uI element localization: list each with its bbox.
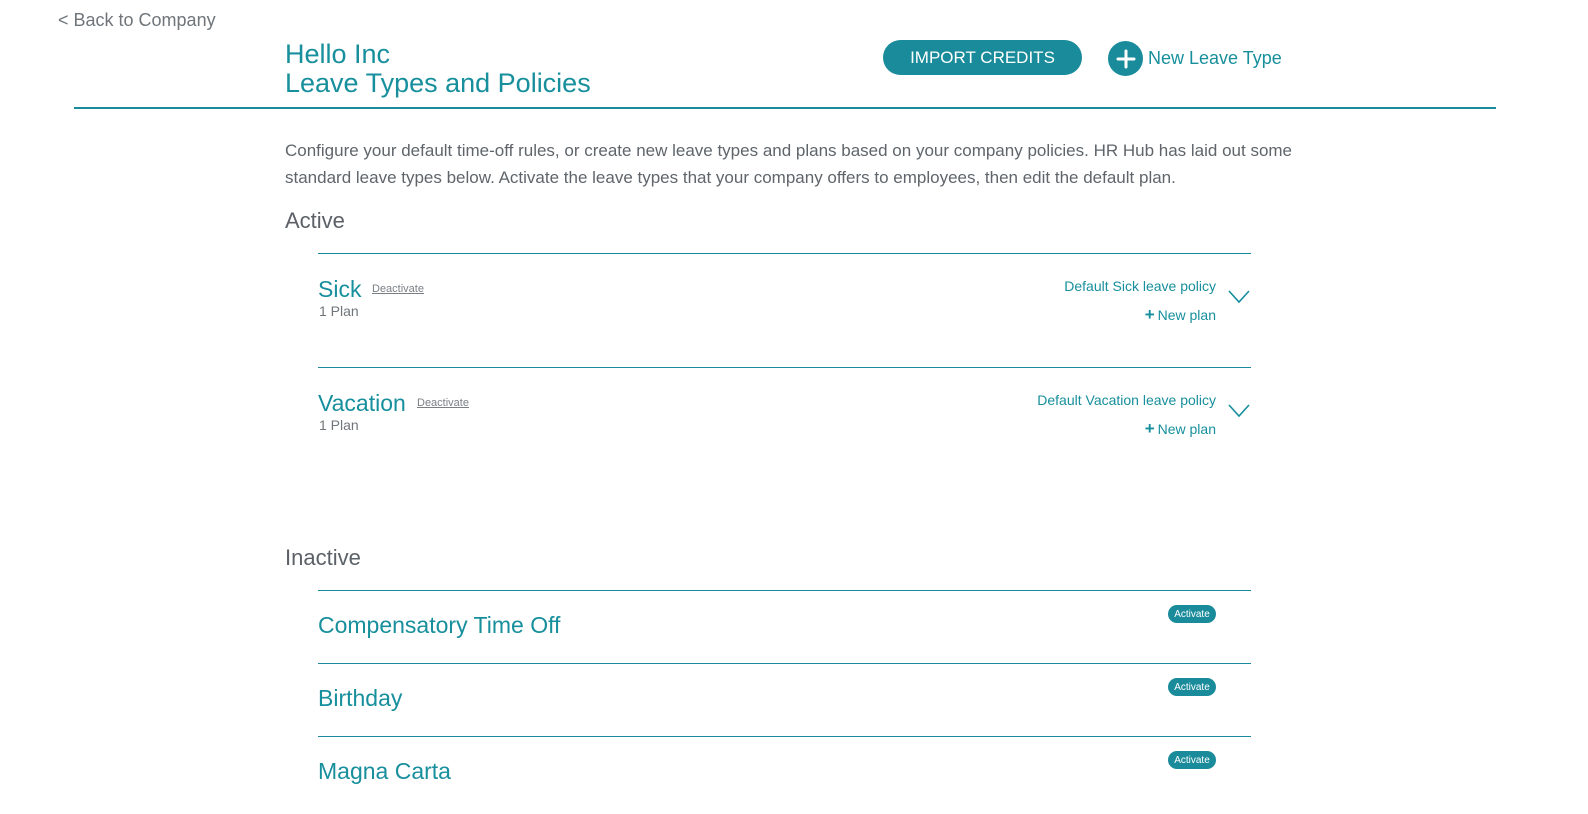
activate-button[interactable]: Activate: [1168, 751, 1216, 769]
activate-button[interactable]: Activate: [1168, 678, 1216, 696]
plus-icon: +: [1144, 305, 1155, 324]
deactivate-link[interactable]: Deactivate: [372, 283, 424, 295]
activate-button[interactable]: Activate: [1168, 605, 1216, 623]
new-plan-button[interactable]: [1145, 421, 1216, 437]
leave-type-name: Sick: [318, 276, 362, 302]
back-to-company-link[interactable]: < Back to Company: [58, 10, 216, 30]
row-divider: [318, 590, 1251, 591]
active-heading: Active: [285, 208, 345, 233]
leave-type-name: Compensatory Time Off: [318, 612, 561, 638]
policy-link[interactable]: Default Sick leave policy: [1064, 278, 1216, 294]
plan-count: 1 Plan: [319, 417, 359, 433]
import-credits-button[interactable]: IMPORT CREDITS: [883, 40, 1082, 75]
row-divider: [318, 253, 1251, 254]
page-title: [285, 40, 591, 98]
new-plan-label: New plan: [1157, 421, 1216, 437]
header-divider: [74, 107, 1496, 109]
plus-circle-icon: [1108, 41, 1143, 76]
policy-link[interactable]: Default Vacation leave policy: [1037, 392, 1216, 408]
chevron-down-icon[interactable]: [1228, 404, 1250, 418]
new-leave-type-label: New Leave Type: [1148, 48, 1282, 68]
row-divider: [318, 663, 1251, 664]
new-plan-button[interactable]: [1145, 307, 1216, 323]
plan-count: 1 Plan: [319, 303, 359, 319]
plus-icon: +: [1144, 419, 1155, 438]
row-divider: [318, 736, 1251, 737]
page-heading: Leave Types and Policies: [285, 68, 591, 98]
leave-type-name: Birthday: [318, 685, 403, 711]
row-divider: [318, 367, 1251, 368]
intro-text: Configure your default time-off rules, or create new leave types and plans based on your company policies. HR Hub has laid out some standard leave types below. Activate the leave types that your company offers to employees, then edit the default plan.: [285, 141, 1293, 187]
deactivate-link[interactable]: Deactivate: [417, 397, 469, 409]
leave-type-name: Magna Carta: [318, 758, 451, 784]
inactive-heading: Inactive: [285, 545, 361, 570]
company-name: Hello Inc: [285, 39, 391, 69]
new-plan-label: New plan: [1157, 307, 1216, 323]
chevron-down-icon[interactable]: [1228, 290, 1250, 304]
leave-type-name: Vacation: [318, 390, 406, 416]
new-leave-type-button[interactable]: [1108, 41, 1282, 76]
